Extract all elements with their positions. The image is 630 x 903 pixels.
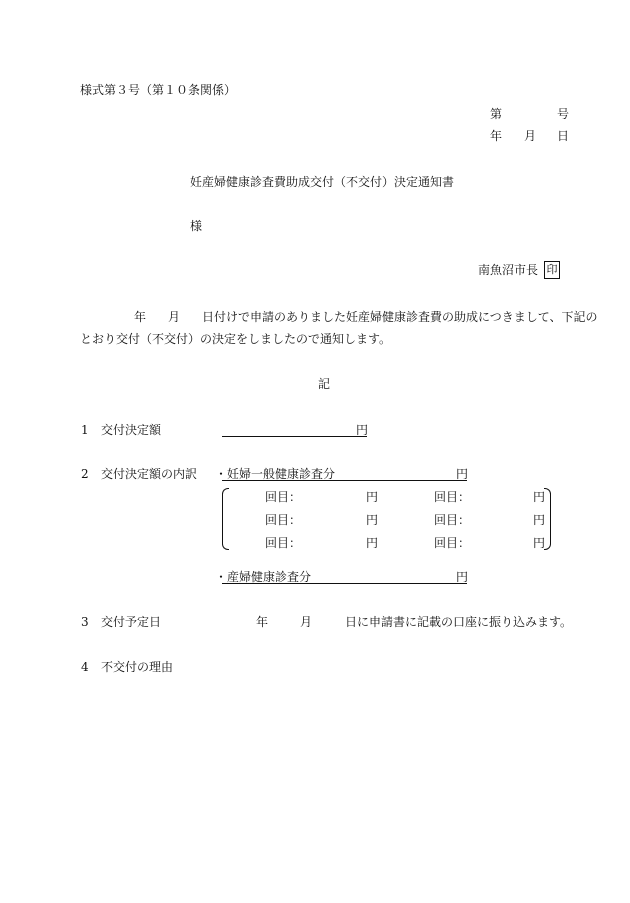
doc-number-prefix: 第 (490, 107, 503, 121)
doc-number-suffix: 号 (557, 107, 570, 121)
item-2-label: 交付決定額の内訳 (101, 467, 198, 481)
addressee-suffix: 様 (190, 219, 203, 233)
item-4-label: 不交付の理由 (101, 660, 174, 674)
item-3-number: 3 (81, 615, 89, 629)
postpartum-checkup-unit: 円 (456, 570, 469, 584)
breakdown-row-3-left-unit: 円 (366, 536, 379, 550)
item-1-amount-line (222, 436, 367, 437)
body-month: 月 (168, 310, 181, 324)
breakdown-row-1-right-unit: 円 (533, 490, 546, 504)
breakdown-right-bracket (544, 488, 551, 550)
breakdown-row-1-left-label: 回目： (265, 490, 302, 504)
item-1-unit: 円 (356, 423, 369, 437)
issuer-name: 南魚沼市長 (478, 263, 539, 277)
general-checkup-unit: 円 (456, 467, 469, 481)
body-year: 年 (134, 310, 147, 324)
body-line-2: とおり交付（不交付）の決定をしましたので通知します。 (80, 332, 392, 346)
item-3-label: 交付予定日 (101, 615, 162, 629)
breakdown-row-1-right-label: 回目： (434, 490, 471, 504)
breakdown-row-2-left-unit: 円 (366, 513, 379, 527)
postpartum-checkup-line (222, 583, 467, 584)
breakdown-row-3-left-label: 回目： (265, 536, 302, 550)
breakdown-row-3-right-label: 回目： (434, 536, 471, 550)
date-month: 月 (524, 129, 537, 143)
document-title: 妊産婦健康診査費助成交付（不交付）決定通知書 (190, 175, 455, 189)
item-1-number: 1 (81, 423, 89, 437)
breakdown-row-2-right-label: 回目： (434, 513, 471, 527)
postpartum-checkup-label: ・産婦健康診査分 (215, 570, 312, 584)
item-3-text: 日に申請書に記載の口座に振り込みます。 (345, 615, 573, 629)
breakdown-left-bracket (222, 488, 229, 550)
breakdown-row-2-left-label: 回目： (265, 513, 302, 527)
breakdown-row-2-right-unit: 円 (533, 513, 546, 527)
date-day: 日 (557, 129, 570, 143)
form-number: 様式第３号（第１０条関係） (80, 83, 237, 97)
ki-heading: 記 (318, 377, 331, 391)
breakdown-row-1-left-unit: 円 (366, 490, 379, 504)
seal-mark: 印 (544, 261, 560, 279)
item-3-year: 年 (256, 615, 269, 629)
item-3-month: 月 (300, 615, 313, 629)
general-checkup-label: ・妊婦一般健康診査分 (215, 467, 336, 481)
item-1-label: 交付決定額 (101, 423, 162, 437)
date-year: 年 (490, 129, 503, 143)
item-4-number: 4 (81, 660, 89, 674)
general-checkup-line (222, 480, 467, 481)
breakdown-row-3-right-unit: 円 (533, 536, 546, 550)
body-line-1: 日付けで申請のありました妊産婦健康診査費の助成につきまして、下記の (202, 310, 598, 324)
item-2-number: 2 (81, 467, 89, 481)
